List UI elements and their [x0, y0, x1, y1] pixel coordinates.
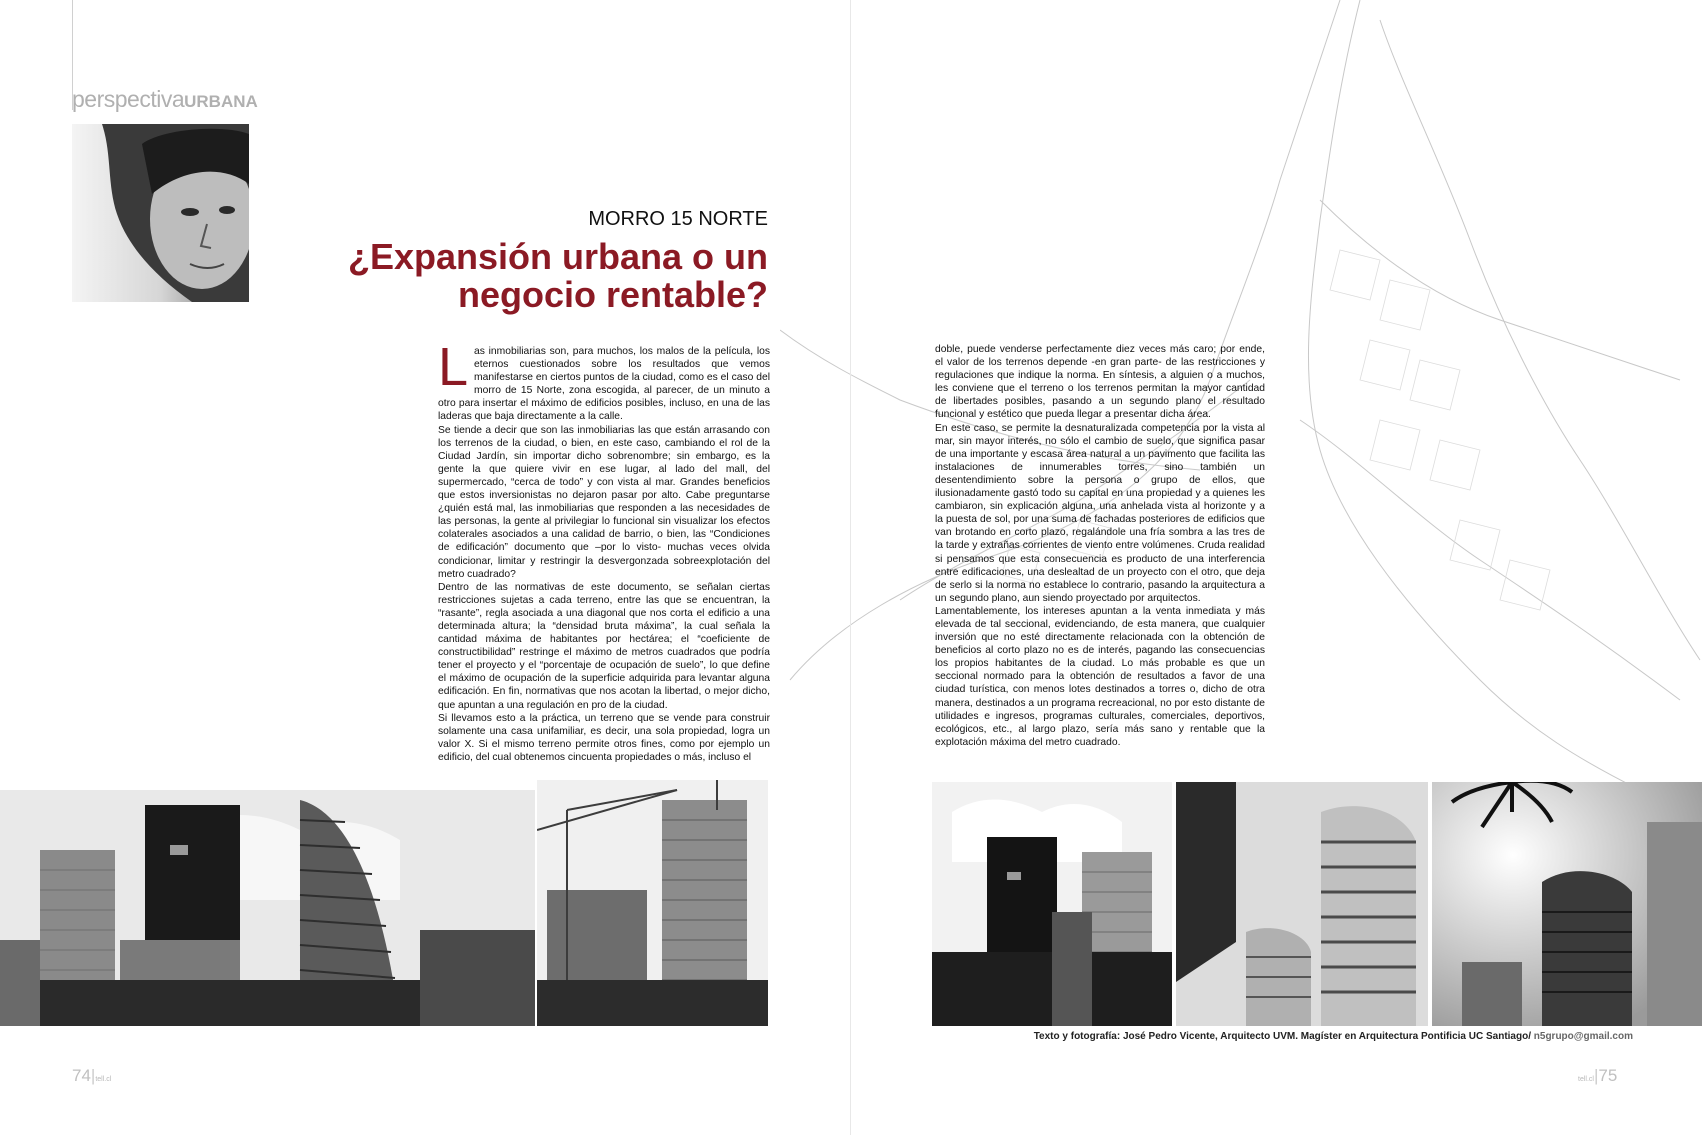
- section-label-strong: URBANA: [184, 92, 258, 111]
- credit-text: Texto y fotografía: José Pedro Vicente, Arquitecto UVM. Magíster en Arquitectura Pontificia UC Santiago/: [1033, 1031, 1531, 1042]
- section-label-light: perspectiva: [72, 86, 185, 112]
- section-label: [72, 86, 258, 113]
- page-gutter: [850, 0, 851, 1135]
- paragraph: Dentro de las normativas de este documento, se señalan ciertas restricciones sujetas a cada terreno, entre las que se encuentran, la “rasante”, regla asociada a una diagonal que nos corta el edificio a una determinada altura; la “densidad bruta máxima”, la cual señala la cantidad máxima de habitantes por hectárea; el “coeficiente de constructibilidad” restringe el máximo de metros cuadrados que podría tener el proyecto y el “porcentaje de ocupación de suelo”, lo que define el máximo de ocupación de la superficie adquirida para levantar alguna edificación. En fin, normativas que nos acotan la libertad, o mejor dicho, que apuntan a una regulación en pro de la ciudad.: [438, 581, 770, 711]
- magazine-name: tell.cl: [1578, 1076, 1594, 1083]
- page-number-right: tell.cl|75: [1578, 1066, 1618, 1085]
- drop-cap: L: [438, 337, 469, 397]
- page-number: 74: [72, 1066, 91, 1085]
- photo-credit: [900, 1031, 1633, 1042]
- author-portrait-photo: [72, 124, 249, 302]
- paragraph: doble, puede venderse perfectamente diez veces más caro; por ende, el valor de los terrenos depende -en gran parte- de las restricciones y regulaciones que indique la norma. En síntesis, a alguien o a muchos, les conviene que el terreno o los terrenos permitan la mayor cantidad de libertades posibles, pasando a un segundo plano el resultado funcional y estético que pueda llegar a presentar dicha área.: [935, 344, 1265, 421]
- article-column-left: [438, 337, 770, 764]
- tower-photo-1: [932, 782, 1172, 1026]
- paragraph: [438, 337, 770, 424]
- paragraph-text: as inmobiliarias son, para muchos, los malos de la película, los eternos cuestionados sobre los resultados que vemos manifestarse en ciertos puntos de la ciudad, como es el caso del morro de 15 Norte, zona escogida, al parecer, de un minuto a otro para insertar el máximo de edificios posibles, incluso, en una de las laderas que baja directamente a la calle.: [438, 346, 770, 423]
- building-photo-1: [0, 790, 535, 1026]
- magazine-name: tell.cl: [95, 1076, 112, 1083]
- article-column-right: [935, 343, 1265, 749]
- page-number-left: 74|tell.cl: [72, 1066, 112, 1085]
- article-headline: ¿Expansión urbana o un negocio rentable?: [347, 236, 768, 315]
- paragraph: Lamentablemente, los intereses apuntan a la venta inmediata y más elevada de tal seccional, evidenciando, de esta manera, que cualquier inversión que no esté directamente relacionada con la obtención de beneficios al corto plazo no es de interés, pagando las consecuencias los propios habitantes de la ciudad. Lo más probable es que un seccional normado para la obtención de resultados a favor de una ciudad turística, con menos lotes destinados a torres o, dicho de otra manera, destinados a un programa recreacional, no por esto distante de utilidades e ingresos, programas culturales, comerciales, deportivos, ecológicos, etc., al largo plazo, sería más sano y rentable que la explotación máxima del metro cuadrado.: [935, 605, 1265, 748]
- credit-email: n5grupo@gmail.com: [1533, 1031, 1633, 1042]
- paragraph: En este caso, se permite la desnaturalizada competencia por la vista al mar, sin mayor interés, no sólo el cambio de suelo, que significa pasar de una importante y escasa área natural a un pavimento que facilita las instalaciones de innumerables torres, sino también un desentendimiento sobre la persona o grupo de ellos, que ilusionadamente gastó todo su capital en una propiedad y a quienes les cambiaron, sin explicación alguna, una anhelada vista al horizonte y a la puesta de sol, por una suma de fachadas posteriores de edificios que van brotando en corto plazo, regalándole una fría sombra a las tres de la tarde y extrañas corrientes de viento entre volúmenes. Cruda realidad si pensamos que esta consecuencia es producto de una interferencia entre edificaciones, una deslealtad de un proyecto con el otro, que deja de serlo si la norma no establece lo contrario, pasando la arquitectura a un segundo plano, aun siendo proyectado por arquitectos.: [935, 422, 1265, 604]
- article-kicker: MORRO 15 NORTE: [588, 208, 768, 230]
- tower-photo-3: [1432, 782, 1702, 1026]
- tower-photo-2: [1176, 782, 1428, 1026]
- page-number: 75: [1598, 1066, 1618, 1085]
- construction-crane-photo: [537, 780, 768, 1026]
- paragraph: Se tiende a decir que son las inmobiliarias las que están arrasando con los terrenos de la ciudad, o bien, en este caso, cambiando el rol de la Ciudad Jardín, sin importar dicho sobrenombre; sin embargo, es la gente la que quiere vivir en ese lugar, al lado del mall, del supermercado, “cerca de todo” y con vista al mar. Grandes beneficios que estos inversionistas no dejaron pasar por alto. Cabe preguntarse ¿quién está mal, las inmobiliarias que responden a las necesidades de las personas, la gente al privilegiar lo funcional sin visualizar los efectos colaterales asociados a una calidad de barrio, o bien, las “Condiciones de edificación” documento que –por lo visto- muchas veces olvida condicionar, limitar y restringir la desvergonzada sobreexplotación del metro cuadrado?: [438, 424, 770, 580]
- paragraph: Si llevamos esto a la práctica, un terreno que se vende para construir solamente una casa unifamiliar, es decir, una sola propiedad, logra un valor X. Si el mismo terreno permite otros fines, como por ejemplo un edificio, del cual obtenemos cincuenta propiedades o más, incluso el: [438, 712, 770, 763]
